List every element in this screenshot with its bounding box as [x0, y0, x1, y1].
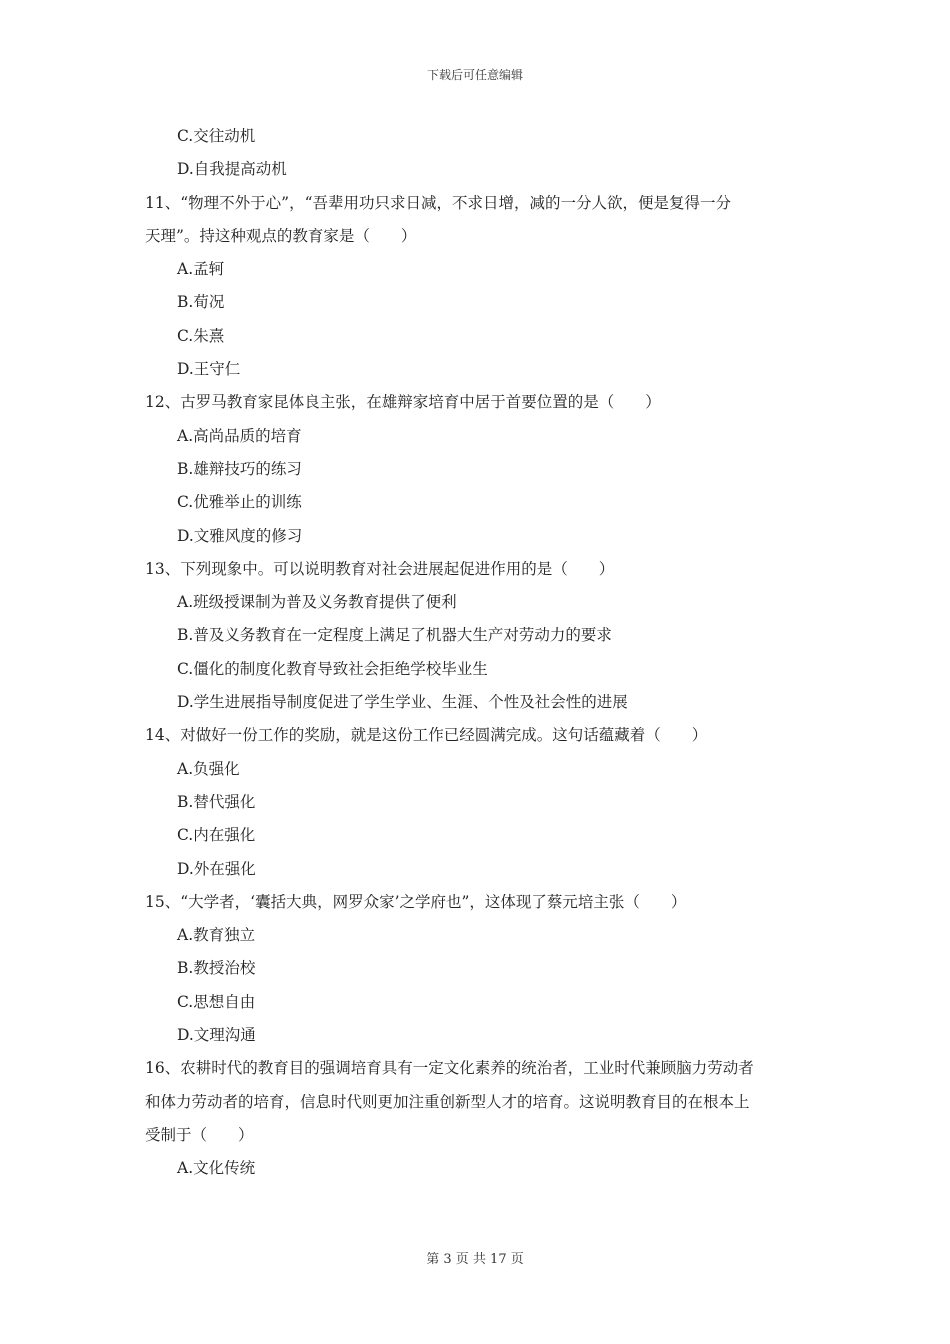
- option-item: B.替代强化: [177, 792, 256, 811]
- page-content: [145, 120, 810, 1186]
- option-item: A.负强化: [177, 759, 240, 778]
- question-11-line-1: 11、“物理不外于心”，“吾辈用功只求日减，不求日增，减的一分人欲，便是复得一分: [145, 193, 731, 212]
- option-item: C.思想自由: [177, 992, 256, 1011]
- question-16-line-2: 和体力劳动者的培育，信息时代则更加注重创新型人才的培育。这说明教育目的在根本上: [145, 1092, 750, 1111]
- option-item: B.教授治校: [177, 959, 256, 978]
- option-item: D.文理沟通: [177, 1026, 256, 1045]
- option-item: A.文化传统: [177, 1159, 256, 1178]
- option-item: C.内在强化: [177, 826, 256, 845]
- question-15-line-1: 15、“大学者，‘囊括大典，网罗众家’之学府也”，这体现了蔡元培主张（ ）: [145, 892, 687, 911]
- option-item: C.朱熹: [177, 326, 225, 345]
- question-14-line-1: 14、对做好一份工作的奖励，就是这份工作已经圆满完成。这句话蕴藏着（ ）: [145, 726, 708, 745]
- page-header: 下载后可任意编辑: [426, 68, 523, 82]
- option-item: B.雄辩技巧的练习: [177, 459, 302, 478]
- question-16-line-1: 16、农耕时代的教育目的强调培育具有一定文化素养的统治者，工业时代兼顾脑力劳动者: [145, 1059, 754, 1078]
- question-16-line-3: 受制于（ ）: [145, 1125, 254, 1144]
- option-item: C.僵化的制度化教育导致社会拒绝学校毕业生: [177, 659, 488, 678]
- option-item: B.普及义务教育在一定程度上满足了机器大生产对劳动力的要求: [177, 626, 612, 645]
- option-item: A.教育独立: [177, 926, 256, 945]
- option-item: D.文雅风度的修习: [177, 526, 303, 545]
- question-11-line-2: 天理”。持这种观点的教育家是（ ）: [145, 226, 417, 245]
- option-item: D.王守仁: [177, 360, 241, 379]
- option-item: A.高尚品质的培育: [177, 426, 302, 445]
- option-item: A.班级授课制为普及义务教育提供了便利: [177, 593, 457, 612]
- option-item: D.自我提高动机: [177, 160, 287, 179]
- option-item: C.交往动机: [177, 127, 256, 145]
- question-12-line-1: 12、古罗马教育家昆体良主张，在雄辩家培育中居于首要位置的是（ ）: [145, 393, 661, 412]
- option-item: B.荀况: [177, 293, 225, 312]
- option-item: D.外在强化: [177, 859, 256, 878]
- option-item: D.学生进展指导制度促进了学生学业、生涯、个性及社会性的进展: [177, 693, 628, 712]
- question-13-line-1: 13、下列现象中。可以说明教育对社会进展起促进作用的是（ ）: [145, 559, 615, 578]
- option-item: A.孟轲: [177, 260, 225, 279]
- page-footer: 第 3 页 共 17 页: [426, 1252, 524, 1267]
- option-item: C.优雅举止的训练: [177, 493, 302, 512]
